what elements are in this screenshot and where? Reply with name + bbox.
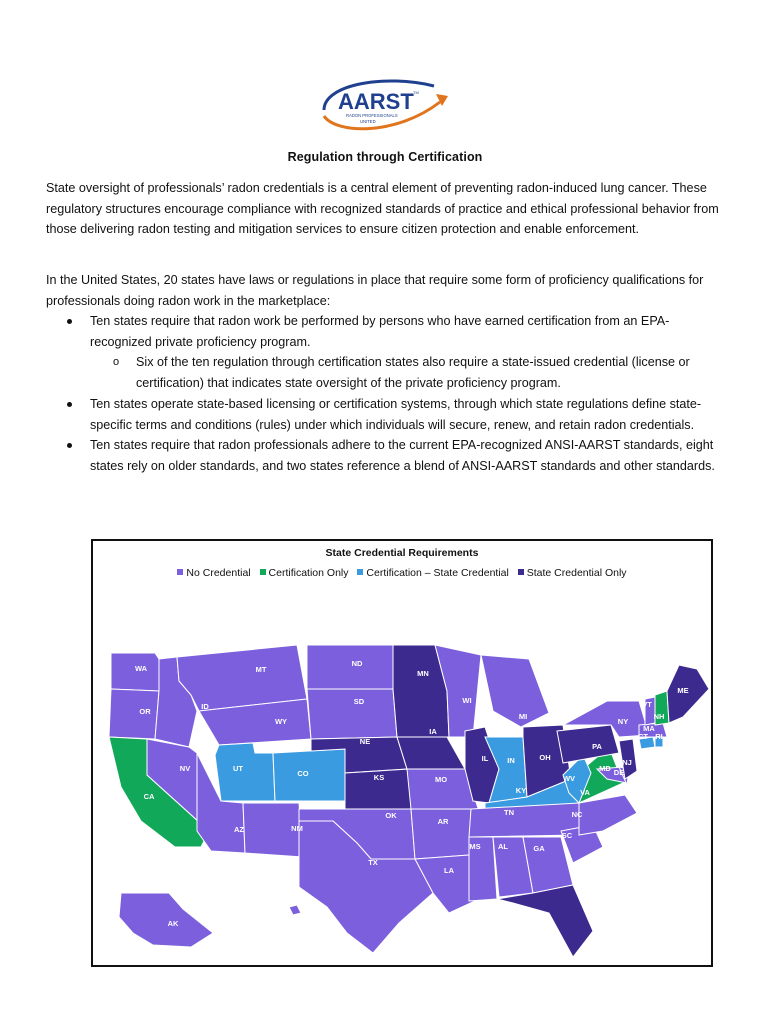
- legend-label: State Credential Only: [526, 567, 627, 579]
- state-label-nv: NV: [179, 764, 191, 773]
- list-item-text: Ten states operate state-based licensing or certification systems, through which state regulations define state-specific terms and conditions (rules) under which individuals will secure, renew, and retain radon credentials.: [90, 396, 702, 432]
- map-title: State Credential Requirements: [325, 547, 479, 559]
- bullet-icon: [67, 402, 72, 407]
- bullet-icon: [67, 319, 72, 324]
- state-label-mt: MT: [255, 665, 267, 674]
- us-states-map: [93, 541, 711, 965]
- state-label-tx: TX: [368, 858, 378, 867]
- state-label-md: MD: [599, 764, 611, 773]
- state-label-sd: SD: [353, 697, 365, 706]
- state-label-ca: CA: [143, 792, 155, 801]
- state-co: [273, 749, 345, 801]
- list-item: [46, 435, 726, 476]
- page-title: Regulation through Certification: [287, 150, 483, 164]
- state-label-la: LA: [444, 866, 454, 875]
- state-ak: [119, 893, 213, 947]
- state-label-ky: KY: [515, 786, 527, 795]
- state-label-nj: NJ: [622, 758, 632, 767]
- state-label-ny: NY: [617, 717, 629, 726]
- sub-list: [90, 352, 726, 393]
- sub-list-item: [90, 352, 726, 393]
- state-label-ga: GA: [533, 844, 545, 853]
- state-label-ok: OK: [385, 811, 397, 820]
- state-label-az: AZ: [234, 825, 244, 834]
- state-label-id: ID: [201, 702, 209, 711]
- list-item-text: Ten states require that radon professionals adhere to the current EPA-recognized ANSI-AARST standards, eight states rely on older standards, and two states reference a blend of ANSI-AARST standards and other standards.: [90, 438, 715, 473]
- state-label-il: IL: [481, 754, 489, 763]
- state-label-ma: MA: [643, 724, 655, 733]
- state-label-nc: NC: [571, 810, 583, 819]
- state-label-in: IN: [507, 756, 515, 765]
- requirements-list: [46, 311, 726, 477]
- state-label-nh: NH: [653, 712, 665, 721]
- state-or: [109, 689, 159, 739]
- bullet-icon: [67, 443, 72, 448]
- state-label-pa: PA: [592, 742, 602, 751]
- state-nd: [307, 645, 393, 689]
- state-label-va: VA: [580, 788, 590, 797]
- state-label-wa: WA: [134, 664, 148, 673]
- list-item: [46, 394, 726, 435]
- state-label-wv: WV: [562, 774, 576, 783]
- state-label-or: OR: [139, 707, 151, 716]
- legend-label: No Credential: [186, 567, 251, 579]
- state-hi: [289, 905, 301, 915]
- credential-map: [91, 539, 713, 967]
- logo-tm: TM: [413, 90, 419, 95]
- state-mi: [481, 655, 549, 727]
- state-label-me: ME: [677, 686, 689, 695]
- state-label-ia: IA: [429, 727, 437, 736]
- state-label-ne: NE: [359, 737, 371, 746]
- aarst-logo: [316, 76, 456, 138]
- state-ut: [215, 743, 275, 801]
- state-label-ut: UT: [233, 764, 243, 773]
- state-label-ks: KS: [373, 773, 385, 782]
- state-label-nd: ND: [351, 659, 363, 668]
- state-label-ms: MS: [469, 842, 481, 851]
- state-ia: [397, 737, 465, 769]
- logo-subtitle-2: UNITED: [360, 119, 376, 124]
- state-label-co: CO: [297, 769, 309, 778]
- intro-paragraph: State oversight of professionals’ radon credentials is a central element of preventing radon-induced lung cancer. These regulatory structures encourage compliance with recognized standards of practice and ethical professional behavior from those delivering radon testing and mitigation services to ensure citizen protection and enable enforcement.: [46, 181, 719, 237]
- state-label-tn: TN: [504, 808, 514, 817]
- state-label-sc: SC: [561, 831, 573, 840]
- state-label-wy: WY: [274, 717, 288, 726]
- list-item: [46, 311, 726, 394]
- list-item-text: Ten states require that radon work be performed by persons who have earned certification from an EPA-recognized private proficiency program.: [90, 314, 670, 349]
- state-label-oh: OH: [539, 753, 551, 762]
- state-label-ct: CT: [638, 732, 648, 741]
- state-label-de: DE: [613, 768, 625, 777]
- circle-bullet-icon: o: [113, 356, 120, 369]
- state-label-ri: RI: [655, 732, 663, 741]
- state-label-nm: NM: [291, 824, 303, 833]
- logo-wordmark: AARST: [338, 89, 414, 114]
- state-label-ar: AR: [437, 817, 449, 826]
- state-label-vt: VT: [642, 700, 652, 709]
- state-label-ak: AK: [167, 919, 179, 928]
- state-label-al: AL: [498, 842, 508, 851]
- logo-subtitle-1: RADON PROFESSIONALS: [346, 113, 398, 118]
- sub-list-item-text: Six of the ten regulation through certification states also require a state-issued credential (license or certification) that indicates state oversight of the private proficiency program.: [136, 355, 690, 391]
- state-label-mn: MN: [417, 669, 429, 678]
- state-label-wi: WI: [462, 696, 472, 705]
- state-nc: [579, 795, 637, 835]
- legend-label: Certification Only: [268, 567, 349, 579]
- states-paragraph: In the United States, 20 states have laws or regulations in place that require some form of proficiency qualifications for professionals doing radon work in the marketplace:: [46, 273, 704, 308]
- state-label-mo: MO: [434, 775, 448, 784]
- state-label-mi: MI: [518, 712, 528, 721]
- legend-label: Certification – State Credential: [366, 567, 509, 579]
- state-label-fl: FL: [544, 919, 554, 928]
- state-sd: [307, 689, 397, 739]
